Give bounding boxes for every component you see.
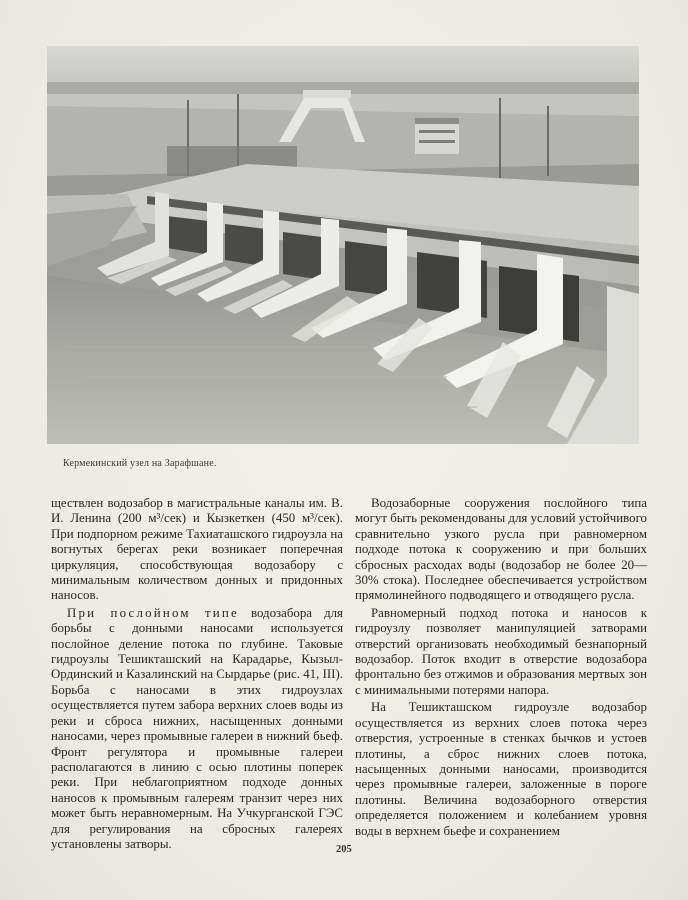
dam-photograph — [47, 46, 639, 444]
paragraph: ществлен водозабор в магистральные каналы им. В. И. Ленина (200 м³/сек) и Кызкеткен (450 м³/сек). При подпорном режиме Тахиаташского гидроузла на вогнутых берегах реки возникает поперечная циркуляция, способствующая водозабору с минимальным количеством донных и придонных наносов. — [51, 496, 343, 603]
spaced-heading-text: При послойном типе — [67, 605, 239, 620]
paragraph: Равномерный подход потока и наносов к гидроузлу позволяет манипуляцией затворами отверстий организовать необходимый безнапорный водозабор. Поток входит в отверстие водозабора фронтально без отжимов и образования мертвых зон с минимальными потерями напора. — [355, 605, 647, 697]
right-text-column — [355, 496, 647, 839]
paragraph-text: водозабора для борьбы с донными наносами используется послойное деление потока по глубине. Таковые гидроузлы Тешикташский на Карадарье, Кызыл-Ординский и Казалинский на Сырдарье (рис. 41, III). Борьба с наносами в этих гидроузлах осуществляется путем забора верхних слоев воды из реки и сброса нижних, насыщенных донными наносами, через промывные галереи в нижний бьеф. Фронт регулятора и промывные галереи располагаются в линию с осью плотины поперек реки. При неблагоприятном подходе донных наносов к промывным галереям транзит через них может быть неравномерным. На Учкурганской ГЭС для регулирования на сбросных галереях установлены затворы. — [51, 605, 343, 851]
paragraph — [51, 606, 343, 853]
dam-photograph-illustration — [47, 46, 639, 444]
left-text-column — [51, 496, 343, 852]
page-number: 205 — [336, 844, 352, 855]
figure-caption: Кермекинский узел на Зарафшане. — [63, 458, 217, 469]
paragraph: Водозаборные сооружения послойного типа могут быть рекомендованы для условий устойчивого сравнительно узкого русла при равномерном подходе потока к сооружению и при больших сбросных расходах воды (водозабор не более 20—30% стока). Последнее обеспечивается устройством прямолинейного подводящего и отводящего русла. — [355, 496, 647, 603]
paragraph: На Тешикташском гидроузле водозабор осуществляется из верхних слоев потока через отверстия, устроенные в стенках бычков и устоев плотины, а сброс нижних слоев потока, насыщенных донными наносами, производится через промывные галереи, заложенные в пороге плотины. Величина водозаборного отверстия определяется положением и колебанием уровня воды в верхнем бьефе и сохранением — [355, 700, 647, 838]
